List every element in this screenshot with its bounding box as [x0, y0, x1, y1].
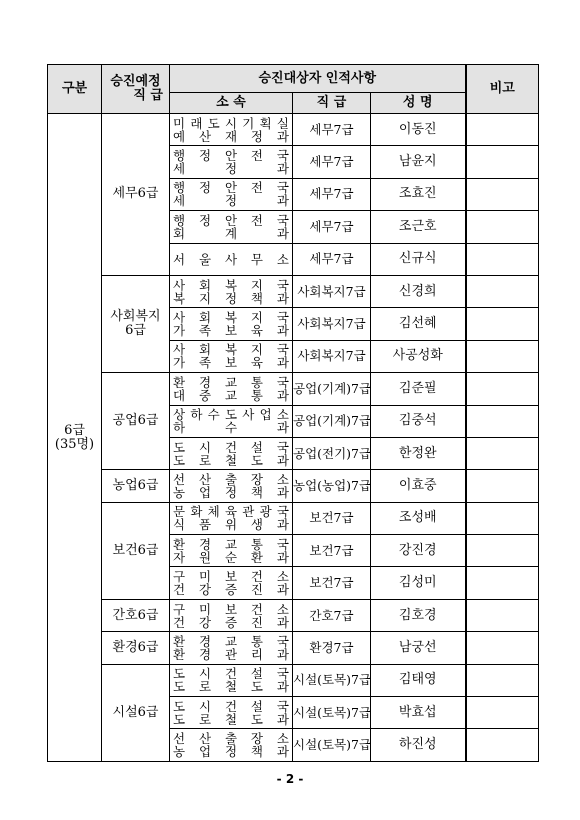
org-line: 가 족 보 육 과 — [173, 355, 289, 371]
name-cell: 신규식 — [371, 243, 466, 275]
table-row — [48, 502, 539, 534]
grade-cell — [102, 275, 170, 372]
header-rank: 직 급 — [293, 93, 371, 114]
org-line: 식 품 위 생 과 — [173, 517, 289, 533]
grade-label: 6급 — [125, 323, 146, 339]
header-name: 성 명 — [371, 93, 466, 114]
note-cell — [466, 275, 539, 307]
org-line: 미 래 도 시 기 획 실 — [173, 115, 289, 131]
org-cell — [170, 275, 293, 307]
note-cell — [466, 340, 539, 372]
org-line: 행 정 안 전 국 — [173, 212, 289, 228]
org-line: 선 산 출 장 소 — [173, 471, 289, 487]
note-cell — [466, 211, 539, 243]
grade-label: 환경6급 — [112, 639, 159, 655]
org-line: 가 족 보 육 과 — [173, 323, 289, 339]
name-cell: 이동진 — [371, 114, 466, 146]
rank-cell: 시설(토목)7급 — [293, 697, 371, 729]
rank-cell: 공업(기계)7급 — [293, 373, 371, 405]
rank-cell: 사회복지7급 — [293, 308, 371, 340]
grade-cell — [102, 632, 170, 664]
name-cell: 김호경 — [371, 599, 466, 631]
note-cell — [466, 502, 539, 534]
note-cell — [466, 632, 539, 664]
page-number: - 2 - — [276, 772, 304, 786]
table-body — [48, 114, 539, 762]
org-cell — [170, 535, 293, 567]
rank-cell: 세무7급 — [293, 211, 371, 243]
grade-label: 세무6급 — [112, 186, 159, 202]
org-line: 도 시 건 설 국 — [173, 439, 289, 455]
note-cell — [466, 697, 539, 729]
note-cell — [466, 729, 539, 762]
name-cell: 한정완 — [371, 437, 466, 469]
org-line: 도 로 철 도 과 — [173, 711, 289, 727]
org-line: 하 수 과 — [173, 420, 289, 436]
note-cell — [466, 178, 539, 210]
org-line: 대 중 교 통 과 — [173, 387, 289, 403]
org-line: 구 미 보 건 소 — [173, 569, 289, 585]
org-cell — [170, 405, 293, 437]
grade-cell — [102, 502, 170, 599]
org-line: 도 로 철 도 과 — [173, 452, 289, 468]
name-cell: 김태영 — [371, 664, 466, 696]
name-cell: 신경희 — [371, 275, 466, 307]
name-cell: 김성미 — [371, 567, 466, 599]
org-cell — [170, 729, 293, 762]
org-line: 환 경 교 통 국 — [173, 536, 289, 552]
table-row — [48, 275, 539, 307]
level-cell — [48, 114, 102, 762]
org-line: 사 회 복 지 국 — [173, 342, 289, 358]
note-cell — [466, 470, 539, 502]
name-cell: 박효섭 — [371, 697, 466, 729]
org-cell — [170, 470, 293, 502]
org-cell — [170, 697, 293, 729]
org-line: 자 원 순 환 과 — [173, 549, 289, 565]
org-line: 세 정 과 — [173, 161, 289, 177]
level-count: (35명) — [54, 436, 95, 452]
org-line: 구 미 보 건 소 — [173, 601, 289, 617]
org-line: 농 업 정 책 과 — [173, 484, 289, 500]
rank-cell: 세무7급 — [293, 146, 371, 178]
grade-cell — [102, 373, 170, 470]
rank-cell: 사회복지7급 — [293, 340, 371, 372]
name-cell: 김준필 — [371, 373, 466, 405]
note-cell — [466, 567, 539, 599]
note-cell — [466, 664, 539, 696]
org-line: 사 회 복 지 국 — [173, 277, 289, 293]
rank-cell: 세무7급 — [293, 178, 371, 210]
rank-cell: 시설(토목)7급 — [293, 729, 371, 762]
rank-cell: 보건7급 — [293, 567, 371, 599]
name-cell: 조근호 — [371, 211, 466, 243]
table-row — [48, 599, 539, 631]
org-line: 서 울 사 무 소 — [173, 251, 289, 267]
note-cell — [466, 373, 539, 405]
header-grade — [102, 65, 170, 114]
name-cell: 김선혜 — [371, 308, 466, 340]
org-line: 예 산 재 정 과 — [173, 128, 289, 144]
org-line: 선 산 출 장 소 — [173, 731, 289, 747]
org-cell — [170, 599, 293, 631]
name-cell: 강진경 — [371, 535, 466, 567]
grade-cell — [102, 664, 170, 761]
rank-cell: 공업(전기)7급 — [293, 437, 371, 469]
header-note: 비고 — [466, 65, 539, 114]
grade-label: 시설6급 — [112, 704, 159, 720]
note-cell — [466, 146, 539, 178]
org-cell — [170, 437, 293, 469]
table-row — [48, 114, 539, 146]
org-line: 상 하 수 도 사 업 소 — [173, 407, 289, 423]
name-cell: 조성배 — [371, 502, 466, 534]
promotion-table — [47, 64, 539, 762]
rank-cell: 시설(토목)7급 — [293, 664, 371, 696]
grade-cell — [102, 599, 170, 631]
header-org: 소 속 — [170, 93, 293, 114]
org-line: 환 경 교 통 국 — [173, 633, 289, 649]
org-line: 행 정 안 전 국 — [173, 148, 289, 164]
header-grade-bottom: 직 급 — [133, 88, 163, 103]
rank-cell: 사회복지7급 — [293, 275, 371, 307]
org-line: 사 회 복 지 국 — [173, 310, 289, 326]
grade-label: 간호6급 — [112, 607, 159, 623]
rank-cell: 농업(농업)7급 — [293, 470, 371, 502]
org-line: 도 로 철 도 과 — [173, 679, 289, 695]
org-line: 회 계 과 — [173, 225, 289, 241]
header-grade-top: 승진예정 — [110, 74, 161, 89]
note-cell — [466, 405, 539, 437]
header-target: 승진대상자 인적사항 — [170, 65, 466, 93]
note-cell — [466, 437, 539, 469]
rank-cell: 보건7급 — [293, 502, 371, 534]
name-cell: 김중석 — [371, 405, 466, 437]
grade-cell — [102, 470, 170, 502]
rank-cell: 간호7급 — [293, 599, 371, 631]
grade-label: 사회복지 — [110, 309, 161, 325]
org-cell — [170, 243, 293, 275]
rank-cell: 보건7급 — [293, 535, 371, 567]
rank-cell: 공업(기계)7급 — [293, 405, 371, 437]
grade-cell — [102, 114, 170, 276]
org-cell — [170, 373, 293, 405]
note-cell — [466, 308, 539, 340]
org-cell — [170, 567, 293, 599]
table-row — [48, 470, 539, 502]
level-label: 6급 — [64, 422, 85, 438]
note-cell — [466, 114, 539, 146]
rank-cell: 세무7급 — [293, 243, 371, 275]
org-cell — [170, 146, 293, 178]
org-line: 도 시 건 설 국 — [173, 666, 289, 682]
org-cell — [170, 340, 293, 372]
org-line: 환 경 교 통 국 — [173, 374, 289, 390]
org-cell — [170, 211, 293, 243]
grade-label: 농업6급 — [112, 477, 159, 493]
org-line: 건 강 증 진 과 — [173, 582, 289, 598]
name-cell: 하진성 — [371, 729, 466, 762]
org-cell — [170, 308, 293, 340]
note-cell — [466, 535, 539, 567]
grade-label: 보건6급 — [112, 542, 159, 558]
name-cell: 남윤지 — [371, 146, 466, 178]
rank-cell: 세무7급 — [293, 114, 371, 146]
grade-label: 공업6급 — [112, 413, 159, 429]
rank-cell: 환경7급 — [293, 632, 371, 664]
org-cell — [170, 114, 293, 146]
name-cell: 사공성화 — [371, 340, 466, 372]
org-line: 문 화 체 육 관 광 국 — [173, 504, 289, 520]
org-cell — [170, 664, 293, 696]
note-cell — [466, 599, 539, 631]
name-cell: 이효중 — [371, 470, 466, 502]
org-line: 농 업 정 책 과 — [173, 744, 289, 760]
org-line: 도 시 건 설 국 — [173, 698, 289, 714]
org-cell — [170, 178, 293, 210]
table-row — [48, 373, 539, 405]
note-cell — [466, 243, 539, 275]
name-cell: 남궁선 — [371, 632, 466, 664]
org-line: 건 강 증 진 과 — [173, 614, 289, 630]
name-cell: 조효진 — [371, 178, 466, 210]
table-row — [48, 632, 539, 664]
table-row — [48, 664, 539, 696]
org-line: 복 지 정 책 과 — [173, 290, 289, 306]
org-line: 환 경 관 리 과 — [173, 646, 289, 662]
org-cell — [170, 502, 293, 534]
org-cell — [170, 632, 293, 664]
org-line: 세 정 과 — [173, 193, 289, 209]
org-line: 행 정 안 전 국 — [173, 180, 289, 196]
header-gubun: 구분 — [48, 65, 102, 114]
